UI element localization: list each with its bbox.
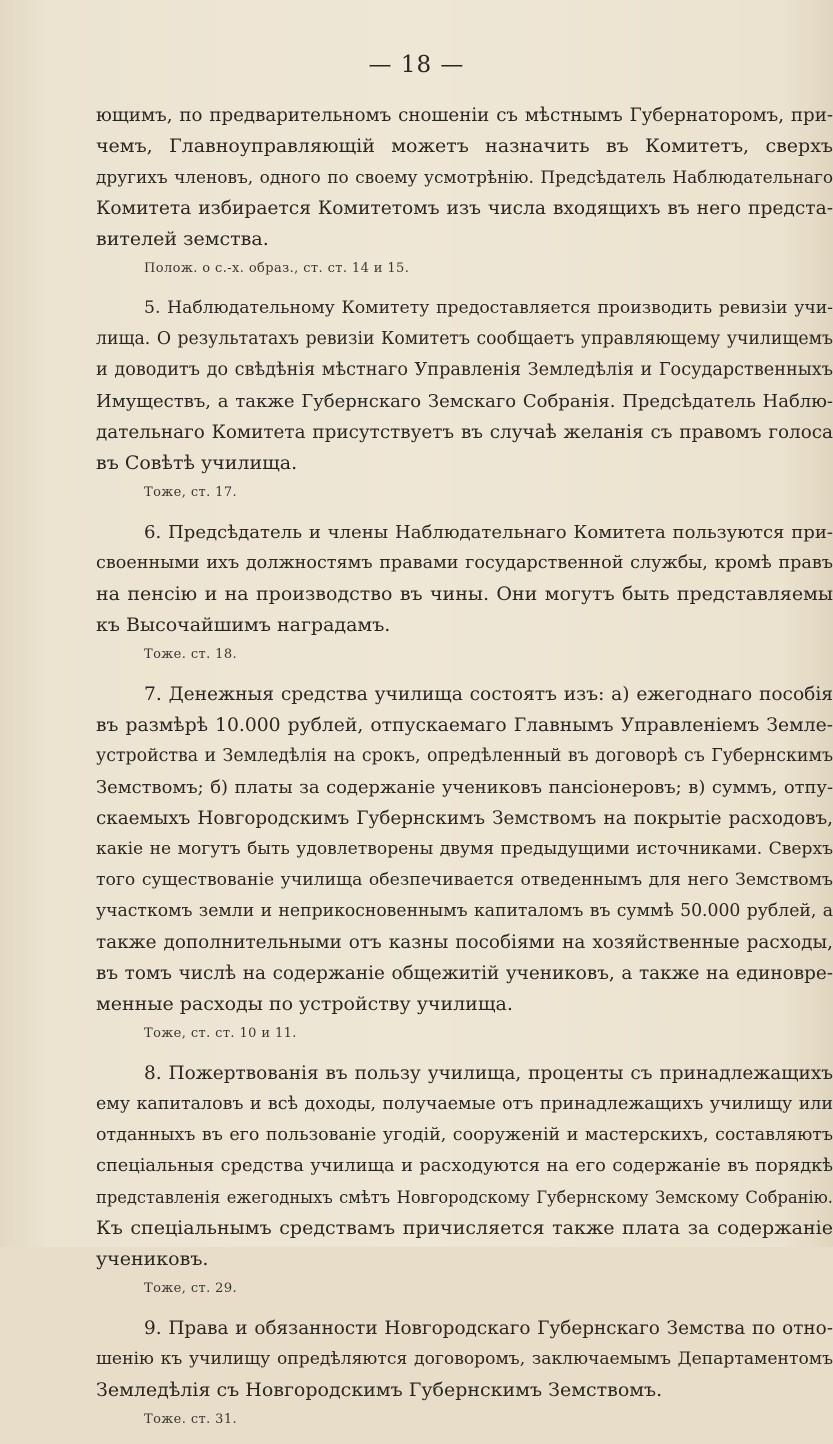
paragraph-9	[96, 1313, 833, 1406]
text-line: чемъ, Главноуправляющiй можетъ назначить въ Комитетъ, сверхъ	[96, 135, 833, 157]
paragraph-6	[96, 517, 833, 641]
text-line: къ Высочайшимъ наградамъ.	[96, 614, 391, 636]
text-line: менные расходы по устройству училища.	[96, 993, 513, 1015]
text-line: и доводитъ до свѣдѣнiя мѣстнаго Управленiя Земледѣлiя и Государственныхъ	[96, 360, 833, 380]
text-line: Имуществъ, а также Губернскаго Земскаго Собранiя. Предсѣдатель Наблю-	[96, 391, 833, 412]
text-line: другихъ членовъ, одного по своему усмотрѣнiю. Предсѣдатель Наблюдательнаго	[96, 167, 833, 187]
text-line: 8. Пожертвованiя въ пользу училища, проценты съ принадлежащихъ	[144, 1063, 833, 1084]
text-line: дательнаго Комитета присутствуетъ въ случаѣ желанiя съ правомъ голоса	[96, 422, 833, 443]
citation: Тоже, ст. 17.	[144, 485, 238, 500]
text-line: учениковъ.	[96, 1248, 209, 1270]
text-line: какiе не могутъ быть удовлетворены двумя предыдущими источниками. Сверхъ	[96, 839, 833, 859]
text-line: Земствомъ; б) платы за содержанiе учениковъ пансiонеровъ; в) суммъ, отпу-	[96, 777, 833, 798]
paragraph-8	[96, 1058, 833, 1275]
text-line: ющимъ, по предварительномъ сношенiи съ мѣстнымъ Губернаторомъ, при-	[96, 105, 833, 126]
text-line: участкомъ земли и неприкосновеннымъ капиталомъ въ суммѣ 50.000 рублей, а	[96, 901, 833, 921]
body-text	[96, 100, 833, 1444]
text-line: въ Совѣтѣ училища.	[96, 452, 298, 474]
text-line: 7. Денежныя средства училища состоятъ изъ: а) ежегоднаго пособiя	[144, 684, 833, 705]
text-line: Земледѣлiя съ Новгородскимъ Губернскимъ Земствомъ.	[96, 1379, 663, 1401]
citation: Тоже. ст. 18.	[144, 647, 238, 662]
text-line: того существованiе училища обезпечивается отведеннымъ для него Земствомъ	[96, 870, 833, 890]
citation: Полож. о с.-х. образ., ст. ст. 14 и 15.	[144, 261, 410, 276]
text-line: вителей земства.	[96, 228, 269, 250]
text-line: на пенсiю и на производство въ чины. Они могутъ быть представляемы	[96, 583, 833, 605]
paragraph-7	[96, 679, 833, 1020]
text-line: отданныхъ въ его пользованiе угодiй, сооруженiй и мастерскихъ, составляютъ	[96, 1125, 833, 1145]
text-line: Комитета избирается Комитетомъ изъ числа входящихъ въ него предста-	[96, 198, 833, 219]
text-line: ему капиталовъ и всѣ доходы, получаемые отъ принадлежащихъ училищу или	[96, 1094, 833, 1114]
text-line: Къ спецiальнымъ средствамъ причисляется также плата за содержанiе	[96, 1217, 833, 1239]
text-line: скаемыхъ Новгородскимъ Губернскимъ Земствомъ на покрытiе расходовъ,	[96, 808, 833, 829]
citation: Тоже, ст. 29.	[144, 1281, 238, 1296]
text-line: устройства и Земледѣлiя на срокъ, опредѣленный въ договорѣ съ Губернскимъ	[96, 746, 833, 766]
citation: Тоже, ст. ст. 10 и 11.	[144, 1026, 297, 1041]
text-line: въ размѣрѣ 10.000 рублей, отпускаемаго Главнымъ Управленiемъ Земле-	[96, 715, 833, 736]
citation: Тоже. ст. 31.	[144, 1412, 238, 1427]
text-line: спецiальныя средства училища и расходуются на его содержанiе въ порядкѣ	[96, 1156, 833, 1176]
paragraph-4-continued	[96, 100, 833, 255]
text-line: своенными ихъ должностямъ правами государственной службы, кромѣ правъ	[96, 553, 833, 573]
text-line: 5. Наблюдательному Комитету предоставляется производить ревизiи учи-	[144, 298, 833, 318]
text-line: 6. Предсѣдатель и члены Наблюдательнаго Комитета пользуются при-	[144, 522, 833, 543]
text-line: также дополнительными отъ казны пособiями на хозяйственные расходы,	[96, 932, 833, 953]
page-number: — 18 —	[368, 52, 465, 78]
text-line: шенiю къ училищу опредѣляются договоромъ, заключаемымъ Департаментомъ	[96, 1349, 833, 1369]
text-line: 9. Права и обязанности Новгородскаго Губернскаго Земства по отно-	[144, 1318, 833, 1339]
text-line: въ томъ числѣ на содержанiе общежитiй учениковъ, а также на единовре-	[96, 963, 833, 984]
text-line: лища. О результатахъ ревизiи Комитетъ сообщаетъ управляющему училищемъ	[96, 329, 833, 349]
text-line: представленiя ежегодныхъ смѣтъ Новгородскому Губернскому Земскому Собранiю.	[96, 1188, 833, 1207]
paragraph-5	[96, 293, 833, 479]
